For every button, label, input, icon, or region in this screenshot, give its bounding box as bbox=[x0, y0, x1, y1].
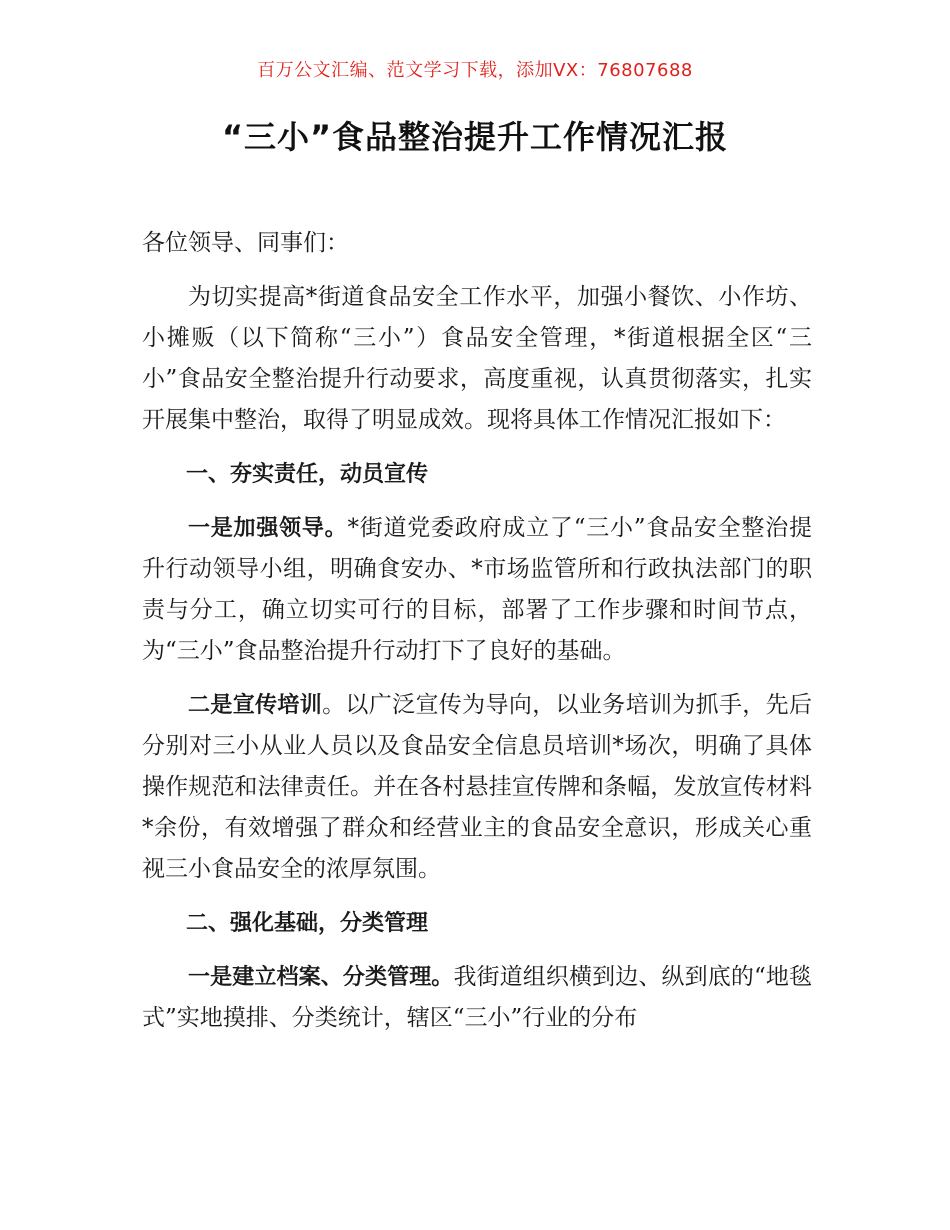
paragraph-lead: 二是宣传培训 bbox=[188, 693, 323, 718]
paragraph-1-1 bbox=[142, 508, 812, 672]
section-heading-1: 一、夯实责任，动员宣传 bbox=[186, 462, 429, 487]
salutation: 各位领导、同事们： bbox=[142, 230, 349, 256]
header-banner: 百万公文汇编、范文学习下载，添加VX：76807688 bbox=[257, 60, 693, 81]
paragraph-lead: 一是加强领导。 bbox=[188, 516, 348, 541]
paragraph-text: *街道党委政府成立了“三小”食品安全整治提升行动领导小组，明确食安办、*市场监管所和行政执法部门的职责与分工，确立切实可行的目标，部署了工作步骤和时间节点，为“三小”食品整治提升行动打下了良好的基础。 bbox=[142, 515, 812, 664]
section-heading-2: 二、强化基础，分类管理 bbox=[186, 911, 429, 936]
paragraph-lead: 一是建立档案、分类管理。 bbox=[188, 965, 454, 990]
document-title: “三小”食品整治提升工作情况汇报 bbox=[221, 118, 729, 156]
intro-paragraph: 为切实提高*街道食品安全工作水平，加强小餐饮、小作坊、小摊贩（以下简称“三小”）食品安全管理，*街道根据全区“三小”食品安全整治提升行动要求，高度重视，认真贯彻落实，扎实开展集中整治，取得了明显成效。现将具体工作情况汇报如下： bbox=[142, 284, 812, 433]
paragraph-text: 我街道组织横到边、纵到底的“地毯式”实地摸排、分类统计，辖区“三小”行业的分布 bbox=[142, 964, 812, 1031]
paragraph-2-1 bbox=[142, 957, 812, 1039]
paragraph-text: 。以广泛宣传为导向，以业务培训为抓手，先后分别对三小从业人员以及食品安全信息员培训*场次，明确了具体操作规范和法律责任。并在各村悬挂宣传牌和条幅，发放宣传材料*余份，有效增强了群众和经营业主的食品安全意识，形成关心重视三小食品安全的浓厚氛围。 bbox=[142, 692, 812, 882]
document-body bbox=[142, 223, 812, 1052]
paragraph-1-2 bbox=[142, 685, 812, 890]
